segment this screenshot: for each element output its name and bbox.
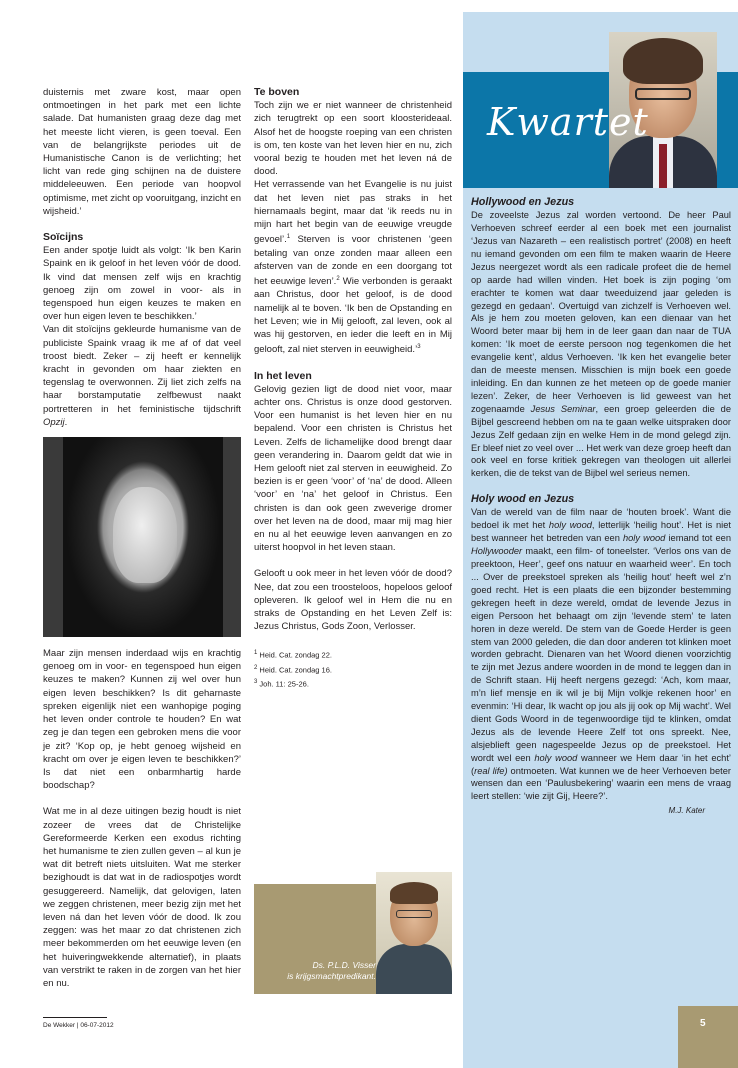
column-2 [254, 86, 452, 691]
section-heading: Te boven [254, 86, 300, 98]
paragraph: Van de wereld van de film naar de ‘houten broek’. Want die bedoel ik met het holy wood, letterlijk ‘heilig hout’. Het is niet best wanneer het betreden van een holy wood iemand tot een Hollywooder maakt, een film- of toneelster. ‘Verlos ons van de preektoon, Heer’, geef ons natuur en waarheid weer’. En toch ... Over de preekstoel spreken als ‘heilig hout’ heeft wel z’n goed recht. Het is een plaats die een bijzonder bestemming gekregen heeft in deze wereld, omdat de levende Jezus in eigen Persoon het behaagt om zijn ‘levende stem’ te laten horen in deze wereld. De stem van de Goede Herder is geen stem van 2000 geleden, die dan door anderen tot klinken moet worden gebracht. Dienaren van het Woord dienen voorzichtig te zijn met Jezus andere woorden in de mond te leggen dan in de Schrift staan. Hij heeft nergens gezegd: ‘Ach, kom maar, m’n lief mensje en ik wil je bij Mijn volkje rekenen hoor’ en evenmin: ‘Hi dear, Ik wacht op jou als jij ook op Mij wacht’. Wel dient Gods Woord in de tegenwoordige tijd te klinken, omdat Jezus als de levende Heere Zelf tot ons spreekt. Nee, alsjeblieft geen nagespeelde Jezus op de preekstoel. Het wordt wel een holy wood wanneer we Hem daar ‘in het echt’ (real life) ontmoeten. Wat kunnen we de heer Verhoeven beter wensen dan een ‘Paulusbekering’ waarin een mens de vraag leert stellen: ‘wie zijt Gij, Heere?’. [471, 507, 731, 802]
paragraph: Van dit stoïcijns gekleurde humanisme van de publiciste Spaink vraag ik me af of dat veel troost biedt. Zeker – zij heeft er kennelijk kracht in gevonden om haar ziekten en tegenslag te overwonnen. Zij liet zich zelfs na haar borstamputatie zelfbewust naakt portretteren in het feministische tijdschrift Opzij. [43, 324, 241, 428]
footer-source: De Wekker | 06-07-2012 [43, 1022, 114, 1029]
paragraph: De zoveelste Jezus zal worden vertoond. De heer Paul Verhoeven schreef eerder al een boek met een journalist ‘Jezus van Nazareth – een realistisch portret’ (2008) en heeft nu iemand gevonden om een film te maken waarin de Heere Jezus neergezet wordt als een radicale profeet die de hemel op aarde had willen vinden. Het boek is zijn poging ‘om erachter te komen wat daar tweeduizend jaar geleden is gezegd en gedaan’. Overtuigd van zichzelf is Verhoeven wel. Als je hem zou moeten geloven, kan een dienaar van het Woord beter maar bij hem in de leer gaan dan naar de TUA komen: ‘Ik moet de eerste persoon nog tegenkomen die het evangelie kent’, aldus Verhoeven. ‘Ik ken het evangelie beter dan de meeste mensen. Misschien is mijn boek een goede inleiding. En dan kunnen ze het meteen op de goede manier lezen’. Zeker, de heer Verhoeven is lid geweest van het zogenaamde Jesus Seminar, een groep geleerden die de Bijbel gescreend hebben om na te gaan welke uitspraken door Jezus Zelf gedaan zijn en welke Hem in de mond gelegd zijn. Er bleef niet zo veel over ... Het werk van deze groep heeft dan ook veel en forse kritiek gekregen van theologen uit allerlei kerken, die de tekst van de Bijbel wel serieus nemen. [471, 210, 731, 479]
author-caption-box [254, 884, 452, 994]
paragraph: Het verrassende van het Evangelie is nu juist dat het leven niet pas straks in het hiernamaals begint, maar dat ‘ik reeds nu in mijn hart het begin van de eeuwige vreugde gevoel’.$^1$ Sterven is voor christenen ‘geen betaling van onze zonden maar alleen een afsterven van de zonde en een doorgang tot het eeuwige leven’.$^2$ Wie verbonden is geraakt aan Christus, door het geloof, is de dood namelijk al te boven. ‘Ik ben de Opstanding en het Leven; wie in Mij gelooft, zal leven, ook al was hij gestorven, en ieder die leeft en in Mij gelooft, zal niet sterven in eeuwigheid.’$^3$ [254, 179, 452, 356]
page-number-box [678, 1006, 738, 1068]
column-1 [43, 86, 241, 990]
footnote-ref: 2 [336, 276, 340, 282]
paragraph: Maar zijn mensen inderdaad wijs en krachtig genoeg om in voor- en tegenspoed hun eigen keuzes te maken? Kunnen zij wel over hun eigen leven beschikken? Is dit geharnaste spreken eigenlijk niet een wanhopige poging het leven onder controle te houden? En wat zeg je dan tegen een gebroken mens die voor je zit? ‘Kop op, je hebt genoeg wijsheid en kracht om over je eigen leven te beschikken?’ Is dat niet een onbarmhartig harde boodschap? [43, 648, 241, 792]
kwartet-title: Kwartet [487, 100, 649, 144]
footer-divider [43, 1017, 107, 1018]
page-number: 5 [700, 1018, 706, 1029]
section-heading: In het leven [254, 369, 312, 382]
paragraph: Gelooft u ook meer in het leven vóór de dood? Nee, dat zou een troosteloos, hopeloos geloof opleveren. Ik geloof wel in Hem die nu en straks de Opstanding en het Leven Zelf is: Jezus Christus, Gods Zoon, Verlosser. [254, 568, 452, 633]
section-heading: Holy wood en Jezus [471, 493, 575, 506]
footnote: $^2$ Heid. Cat. zondag 16. [254, 664, 332, 675]
footnote-ref: 1 [286, 234, 291, 241]
sidebar-text [471, 196, 731, 818]
footnote: $^3$ Joh. 11: 25-26. [254, 679, 309, 689]
paragraph: Een ander spotje luidt als volgt: ‘Ik ben Karin Spaink en ik geloof in het leven vóór de dood. Ik vind dat mensen zelf wijs en krachtig genoeg zijn om zowel in voor- als in tegenspoed hun eigen keuzes te maken en over hun eigen leven te beschikken.’ [43, 245, 241, 323]
section-heading: Soïcijns [43, 231, 84, 244]
paragraph: Gelovig gezien ligt de dood niet voor, maar achter ons. Christus is onze dood gestorven. Voor een humanist is het leven hier en nu bepalend. Voor een christen is Christus het Leven. Zelfs de lichamelijke dood brengt daar geen verandering in. Daarom geldt dat wie in Hem gelooft niet zal sterven in eeuwigheid. Zo bezien is er geen ‘voor’ of ‘na’ de dood. Alleen ‘voor’ en ‘na’ het geloof in Christus. Een christen is dan ook geen zweverige dromer over het leven na de dood, maar mij mag hier en nu al het eeuwige leven aanvangen en zo uiterst hoopvol in het leven staan. [254, 383, 452, 554]
author-signature: M.J. Kater [668, 806, 705, 816]
portrait-photo-author [376, 872, 452, 994]
section-heading: Hollywood en Jezus [471, 196, 575, 208]
portrait-photo-woman [43, 437, 241, 637]
paragraph: duisternis met zware kost, maar open ontmoetingen in het park met een lichte salade. Dat humanisten graag deze dag met het meeste licht vieren, is geen toeval. Een van de belangrijkste periodes uit de Humanistische Canon is de verlichting; het licht van rede ging schijnen na de duistere middeleeuwen. Een periode van hoopvol optimisme, met zicht op vooruitgang, inzicht en wijsheid.’ [43, 87, 241, 217]
footnote-ref: 3 [417, 344, 421, 351]
paragraph: Wat me in al deze uitingen bezig houdt is niet zozeer de vrees dat de Christelijke Gereformeerde Kerken een exodus richting het humanisme te zien zullen geven – al kun je wat dit betreft niets uitsluiten. Wat me sterker bezighoudt is dat wat in de radiospotjes wordt gesuggereerd. Namelijk, dat gelovigen, laten we zeggen christenen, meer bezig zijn met het leven ná dan het leven vóór de dood. Ik zou zeggen: was het maar zo dat christenen zich meer bekommerden om het eeuwige leven (en het huiveringwekkende alternatief), in plaats van verstrikt te raken in de zorgen van het hier en nu. [43, 806, 241, 989]
author-caption: Ds. P.L.D. Visser is krijgsmachtpredikant. [287, 960, 376, 981]
footnotes [254, 647, 452, 691]
footnote: $^1$ Heid. Cat. zondag 22. [254, 650, 332, 660]
paragraph: Toch zijn we er niet wanneer de christenheid zich terugtrekt op een soort kloosterideaal. Alsof het de hoogste roeping van een christen is om, ten koste van het leven hier en nu, zich vooral bezig te houden met het leven ná de dood. [254, 100, 452, 178]
kwartet-header [463, 12, 738, 188]
